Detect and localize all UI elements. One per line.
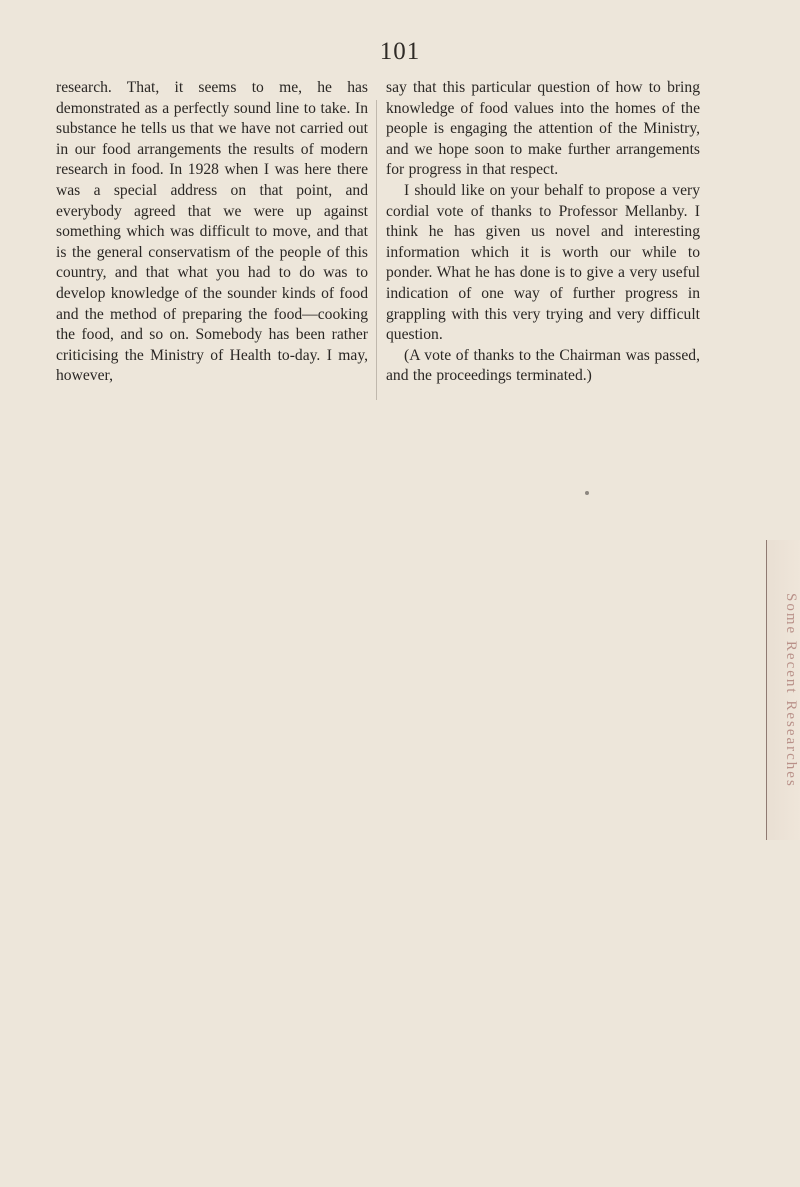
right-paragraph-2: I should like on your behalf to propose a very cordial vote of thanks to Professor Mellanby. I think he has given us novel and interesting information which it is worth our while to ponder. What he has done is to give a very useful indication of one way of further progress in grappling with this very trying and very difficult question.: [386, 181, 700, 344]
paper-speck: [585, 491, 589, 495]
column-divider: [376, 100, 377, 400]
left-paragraph: research. That, it seems to me, he has demonstrated as a perfectly sound line to take. In substance he tells us that we have not carried out in our food arrangements the results of modern research in food. In 1928 when I was here there was a special address on that point, and everybody agreed that we were up against something which was difficult to move, and that is the general conservatism of the people of this country, and that what you had to do was to develop knowledge of the sounder kinds of food and the method of preparing the food—cooking the food, and so on. Somebody has been rather criticising the Ministry of Health to-day. I may, however,: [56, 79, 368, 385]
right-paragraph-3: (A vote of thanks to the Chairman was passed, and the proceedings terminated.): [386, 346, 700, 385]
page-number: 101: [379, 38, 421, 65]
margin-tab-label: Some Recent Researches: [783, 592, 799, 788]
left-text-column: [56, 78, 368, 387]
right-text-column: [386, 78, 700, 387]
right-paragraph-1: say that this particular question of how to bring knowledge of food values into the homes of the people is engaging the attention of the Ministry, and we hope soon to make further arrangements for progress in that respect.: [386, 79, 700, 179]
margin-tab: [766, 540, 800, 840]
